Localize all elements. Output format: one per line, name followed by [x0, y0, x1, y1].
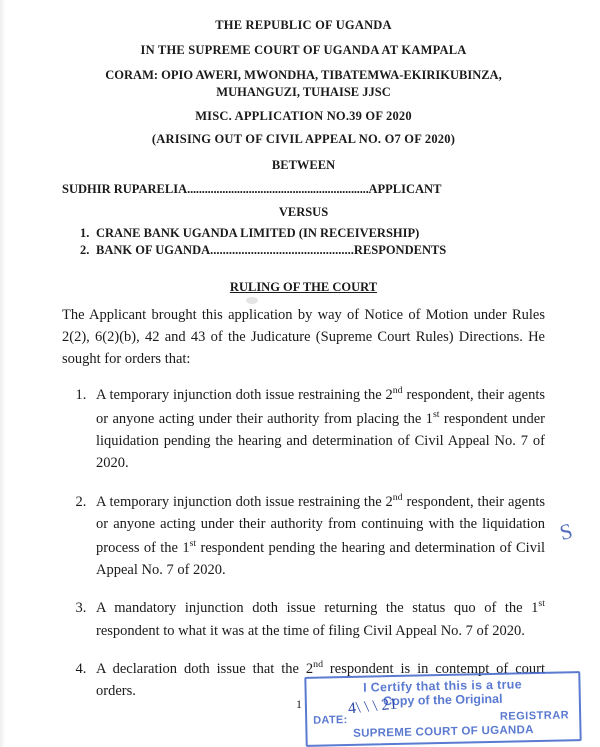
respondent-dots: ..............................................	[210, 243, 354, 257]
stamp-court-label: SUPREME COURT OF UGANDA	[353, 724, 534, 740]
coram-line: CORAM: OPIO AWERI, MWONDHA, TIBATEMWA-EKIRIKUBINZA, MUHANGUZI, TUHAISE JJSC	[105, 68, 502, 99]
list-item: 3. A mandatory injunction doth issue returning the status quo of the 1st respondent to what it was at the time of filing Civil Appeal No. 7 of 2020.	[90, 596, 545, 642]
certification-stamp	[304, 671, 581, 747]
stamp-handwritten-date: 4\ \ \ 21	[347, 695, 399, 718]
between-label: BETWEEN	[271, 158, 336, 172]
applicant-line	[62, 182, 545, 197]
list-item: 4. A declaration doth issue that the 2nd respondent is in contempt of court orders.	[90, 657, 545, 703]
court-heading: IN THE SUPREME COURT OF UGANDA AT KAMPALA	[140, 42, 467, 57]
versus-label: VERSUS	[278, 205, 329, 219]
stamp-line-2: Copy of the Original	[382, 691, 503, 709]
arising-from-line: (ARISING OUT OF CIVIL APPEAL NO. O7 OF 2020)	[151, 132, 456, 147]
page-number: 1	[296, 697, 302, 711]
list-item	[80, 243, 545, 258]
signature-mark: S	[557, 517, 575, 546]
respondent-name: BANK OF UGANDA	[96, 243, 211, 257]
stamp-registrar-label: REGISTRAR	[499, 709, 570, 723]
applicant-name: SUDHIR RUPARELIA	[62, 182, 188, 196]
list-item	[80, 226, 545, 241]
intro-paragraph: The Applicant brought this application by way of Notice of Motion under Rules 2(2), 6(2)(b), 42 and 43 of the Judicature (Supreme Court Rules) Directions. He sought for orders that:	[62, 307, 545, 367]
ruling-title: RULING OF THE COURT	[229, 280, 378, 294]
respondent-number: 1.	[80, 226, 90, 240]
stamp-line-1: I Certify that this is a true	[363, 677, 523, 695]
respondent-number: 2.	[80, 243, 90, 257]
republic-heading: THE REPUBLIC OF UGANDA	[215, 18, 392, 32]
respondent-name: CRANE BANK UGANDA LIMITED (IN RECEIVERSHIP)	[96, 226, 420, 240]
orders-list	[62, 383, 545, 703]
applicant-label: APPLICANT	[368, 182, 442, 196]
respondents-list	[80, 226, 545, 258]
list-item: 2. A temporary injunction doth issue restraining the 2nd respondent, their agents or anyone acting under their authority from continuing with the liquidation process of the 1st respondent pending the hearing and determination of Civil Appeal No. 7 of 2020.	[90, 490, 545, 582]
case-number: MISC. APPLICATION NO.39 OF 2020	[195, 108, 412, 123]
applicant-dots: ..............................................................	[187, 182, 369, 196]
respondent-label: RESPONDENTS	[353, 243, 447, 257]
stamp-date-label: DATE:	[313, 714, 348, 727]
list-item: 1. A temporary injunction doth issue restraining the 2nd respondent, their agents or anyone acting under their authority from placing the 1st respondent under liquidation pending the hearing and determination of Civil Appeal No. 7 of 2020.	[90, 383, 545, 475]
ink-smudge	[246, 297, 258, 304]
